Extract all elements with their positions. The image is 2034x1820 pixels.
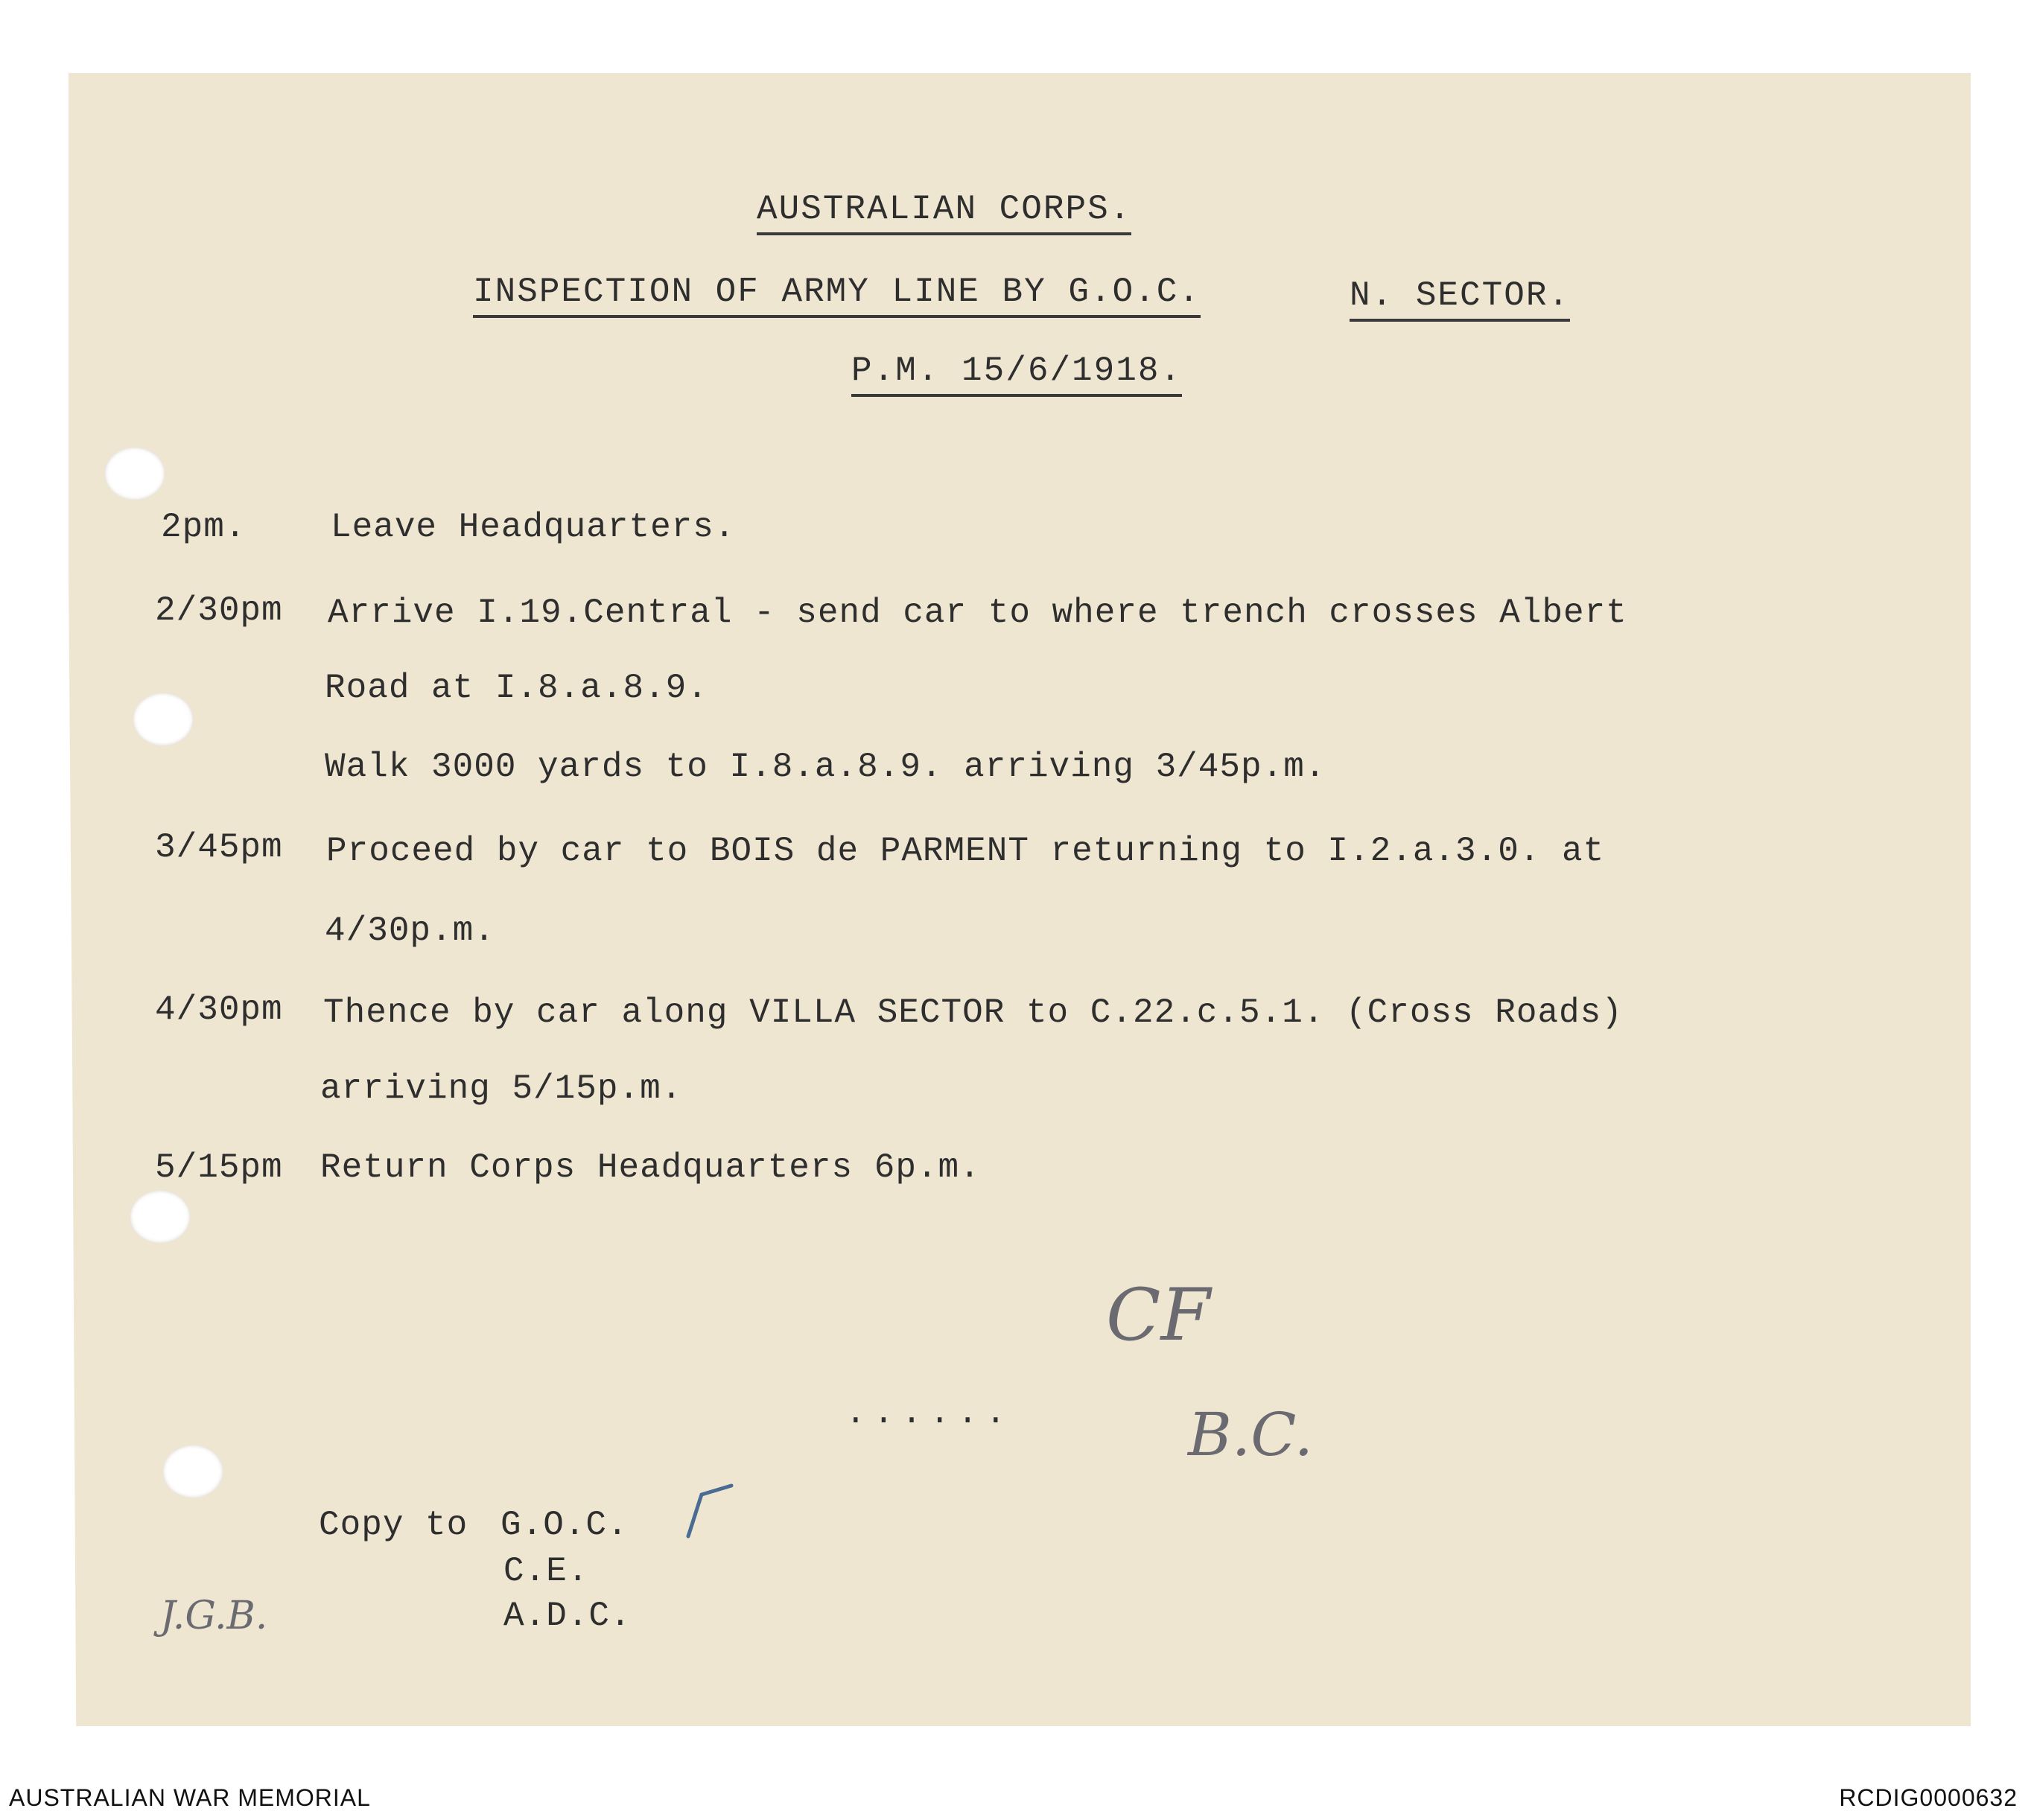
copy-to-recipient: A.D.C. — [503, 1597, 632, 1635]
entry-text: Leave Headquarters. — [331, 508, 736, 547]
copy-to-recipient: G.O.C. — [500, 1506, 629, 1544]
entry-text: Thence by car along VILLA SECTOR to C.22.c.5.1. (Cross Roads) — [323, 993, 1623, 1032]
punch-hole — [162, 1445, 223, 1498]
document-date: P.M. 15/6/1918. — [851, 351, 1182, 397]
entry-text: Return Corps Headquarters 6p.m. — [320, 1148, 981, 1187]
typed-document-sheet — [69, 73, 1971, 1726]
copy-to-label: Copy to — [319, 1506, 468, 1544]
copy-to-recipient: C.E. — [503, 1552, 589, 1591]
handwritten-initials-jgb: J.G.B. — [160, 1594, 268, 1638]
handwritten-initials-bc: B.C. — [1188, 1400, 1314, 1469]
footer-record-id: RCDIG0000632 — [1839, 1784, 2018, 1811]
entry-text: Road at I.8.a.8.9. — [325, 669, 708, 707]
tick-mark-icon — [679, 1478, 746, 1545]
punch-hole — [130, 1190, 191, 1244]
punch-hole — [104, 447, 165, 500]
entry-time: 5/15pm — [155, 1148, 283, 1187]
entry-time: 4/30pm — [155, 990, 283, 1029]
entry-text: arriving 5/15p.m. — [320, 1069, 683, 1108]
document-subtitle: INSPECTION OF ARMY LINE BY G.O.C. — [473, 272, 1201, 318]
entry-text: Arrive I.19.Central - send car to where trench crosses Albert — [328, 594, 1627, 632]
punch-hole — [133, 693, 194, 746]
entry-time: 2pm. — [161, 508, 247, 547]
handwritten-initials-cf: CF — [1106, 1273, 1211, 1357]
entry-text: Proceed by car to BOIS de PARMENT returning to I.2.a.3.0. at — [326, 832, 1605, 871]
entry-text: Walk 3000 yards to I.8.a.8.9. arriving 3/45p.m. — [325, 748, 1326, 786]
entry-text: 4/30p.m. — [325, 911, 495, 950]
entry-time: 2/30pm — [155, 591, 283, 630]
entry-time: 3/45pm — [155, 828, 283, 867]
separator-dots: ...... — [845, 1394, 1014, 1433]
document-title: AUSTRALIAN CORPS. — [757, 189, 1131, 235]
footer-source: AUSTRALIAN WAR MEMORIAL — [9, 1784, 371, 1811]
sector-label: N. SECTOR. — [1350, 276, 1570, 322]
